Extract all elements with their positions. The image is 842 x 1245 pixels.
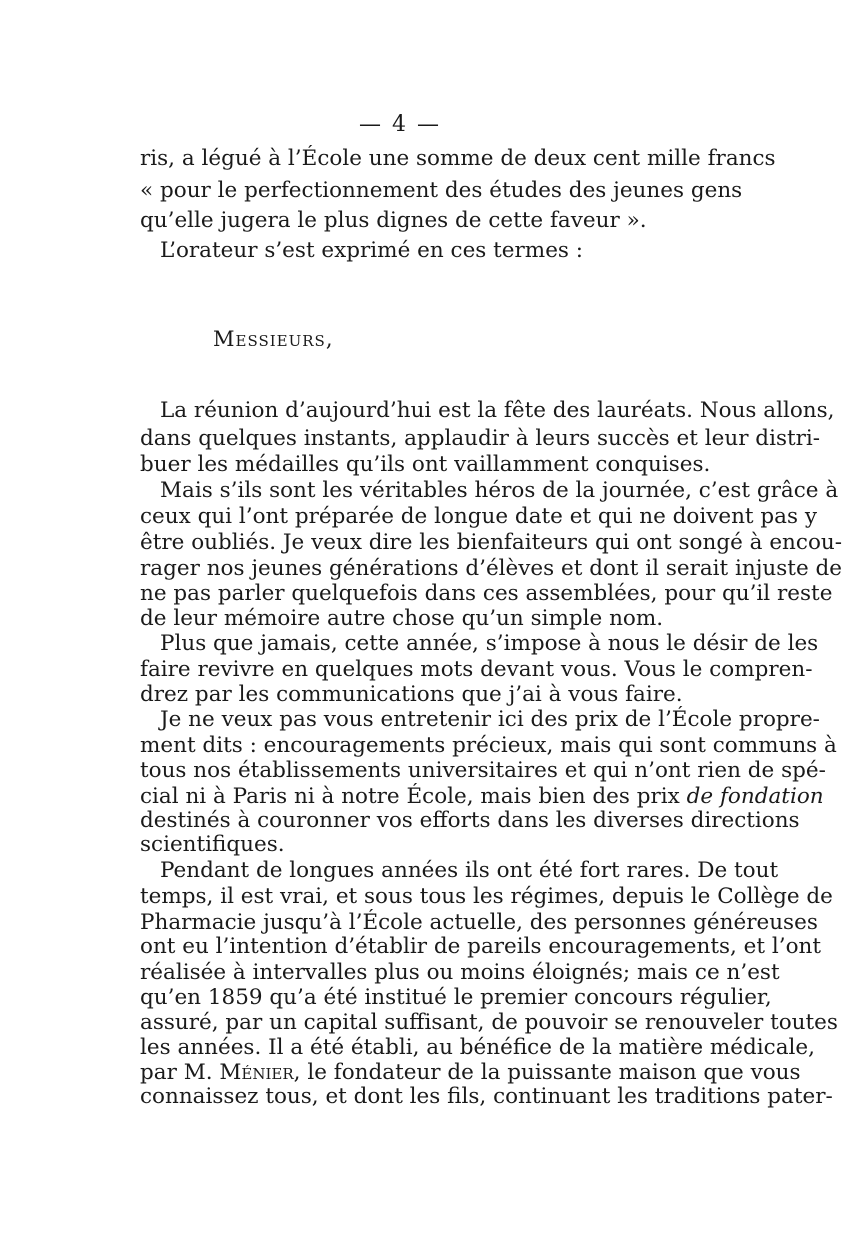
italic-fondation: de fondation — [686, 784, 824, 809]
text-line: Plus que jamais, cette année, s’impose à nous le désir de les — [160, 631, 819, 656]
text-line: La réunion d’aujourd’hui est la fête des lauréats. Nous allons, — [160, 398, 835, 423]
text-line — [140, 784, 824, 809]
text-line: buer les médailles qu’ils ont vaillamment conquises. — [140, 452, 711, 477]
text-line: scientifiques. — [140, 832, 285, 857]
text-line: qu’elle jugera le plus dignes de cette faveur ». — [140, 208, 647, 233]
text-line: Pendant de longues années ils ont été fort rares. De tout — [160, 858, 779, 883]
text-line: assuré, par un capital suffisant, de pouvoir se renouveler toutes — [140, 1010, 838, 1035]
page-number: — 4 — — [359, 112, 441, 137]
text-line: destinés à couronner vos efforts dans les diverses directions — [140, 808, 800, 833]
text-line — [140, 1060, 801, 1085]
name-menier: Ménier — [219, 1060, 294, 1085]
text-line: connaissez tous, et dont les fils, continuant les traditions pater- — [140, 1084, 833, 1109]
text-line: drez par les communications que j’ai à vous faire. — [140, 682, 683, 707]
text-line: rager nos jeunes générations d’élèves et dont il serait injuste de — [140, 556, 842, 581]
text-line: tous nos établissements universitaires et qui n’ont rien de spé- — [140, 758, 826, 783]
text-line: qu’en 1859 qu’a été institué le premier concours régulier, — [140, 985, 772, 1010]
text-line: dans quelques instants, applaudir à leurs succès et leur distri- — [140, 426, 821, 451]
text-line: L’orateur s’est exprimé en ces termes : — [160, 238, 584, 263]
text-line: ceux qui l’ont préparée de longue date et qui ne doivent pas y — [140, 504, 817, 529]
text-line: Je ne veux pas vous entretenir ici des prix de l’École propre- — [160, 707, 820, 732]
salutation: Messieurs, — [213, 327, 334, 351]
text-line: les années. Il a été établi, au bénéfice de la matière médicale, — [140, 1035, 815, 1060]
text-span: cial ni à Paris ni à notre École, mais bien des prix — [140, 784, 680, 809]
text-line: ris, a légué à l’École une somme de deux cent mille francs — [140, 146, 776, 171]
text-line: temps, il est vrai, et sous tous les régimes, depuis le Collège de — [140, 884, 833, 909]
text-line: Mais s’ils sont les véritables héros de la journée, c’est grâce à — [160, 478, 839, 503]
text-line: ne pas parler quelquefois dans ces assemblées, pour qu’il reste — [140, 581, 833, 606]
text-line: être oubliés. Je veux dire les bienfaiteurs qui ont songé à encou- — [140, 530, 842, 555]
text-line: réalisée à intervalles plus ou moins éloignés; mais ce n’est — [140, 960, 780, 985]
text-span: , le fondateur de la puissante maison que vous — [293, 1060, 801, 1085]
text-span: par M. — [140, 1060, 213, 1085]
text-line: « pour le perfectionnement des études des jeunes gens — [140, 178, 743, 203]
text-line: faire revivre en quelques mots devant vous. Vous le compren- — [140, 657, 813, 682]
text-line: Pharmacie jusqu’à l’École actuelle, des personnes généreuses — [140, 910, 818, 935]
text-line: ment dits : encouragements précieux, mais qui sont communs à — [140, 733, 837, 758]
text-line: de leur mémoire autre chose qu’un simple nom. — [140, 606, 664, 631]
text-line: ont eu l’intention d’établir de pareils encouragements, et l’ont — [140, 934, 822, 959]
